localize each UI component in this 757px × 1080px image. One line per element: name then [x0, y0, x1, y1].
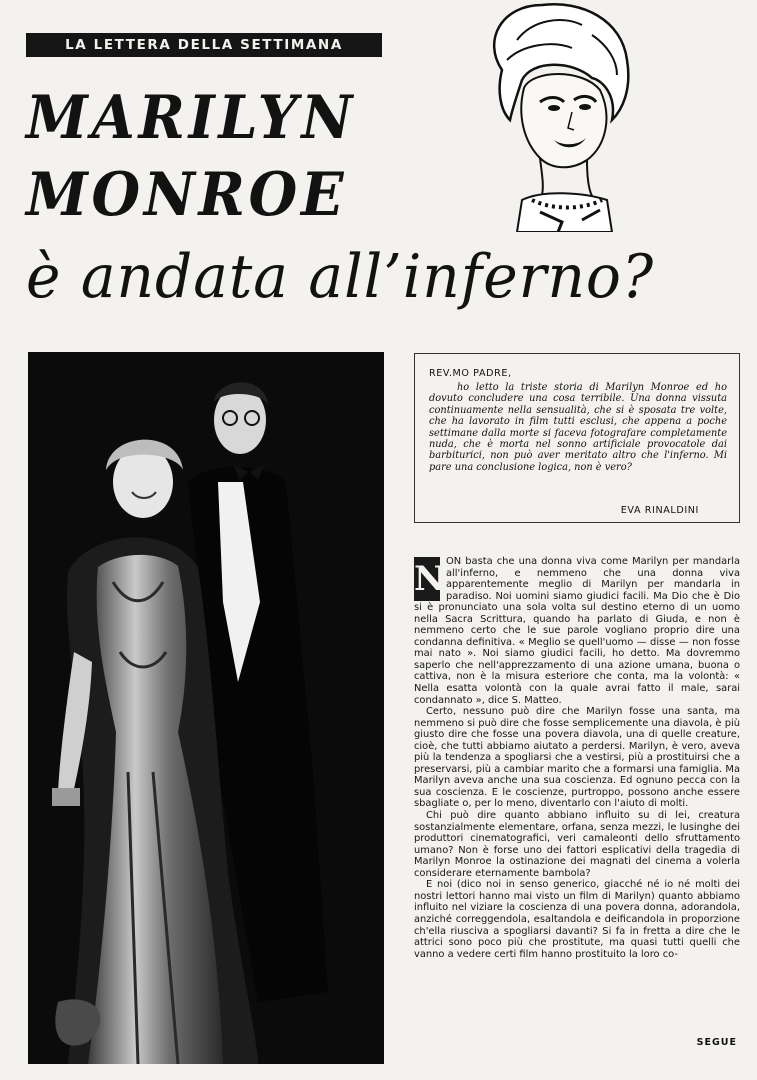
drop-cap: N — [414, 559, 446, 599]
headline-line-1: MARILYN — [26, 83, 357, 153]
article-paragraph: Chi può dire quanto abbiano influito su di lei, creatura sostanzialmente elementare, orfana, senza mezzi, le lusinghe dei produttori cinematografici, veri camaleonti dello sfruttamento umano? Non è forse uno dei fattori esplicativi della tragedia di Marilyn Monroe la ostinazione dei magnati del cinema a volerla considerare eternamente bambola? — [414, 810, 740, 879]
article-paragraph-text: ON basta che una donna viva come Marilyn per mandarla all'inferno, e nemmeno che una donna viva apparentemente meglio di Marilyn per mandarla in paradiso. Noi uomini siamo giudici facili. Ma Dio che è Dio si è pronunciato una sola volta sul destino eterno di un uomo nella Sacra Scrittura, quando ha parlato di Giuda, e non è nemmeno certo che le sue parole vogliano proprio dire una condanna definitiva. « Meglio se quell'uomo — disse — non fosse mai nato ». Noi siamo giudici facili, ho detto. Ma dovremmo saperlo che nell'apprezzamento di una azione umana, buona o cattiva, non è la misura esteriore che conta, ma la volontà: « Nella esatta volontà con la quale avrai fatto il male, sarai condannato », dice S. Matteo. — [414, 556, 740, 706]
portrait-illustration — [462, 0, 642, 232]
headline-line-3: è andata all’inferno? — [26, 242, 655, 312]
letter-body: ho letto la triste storia di Marilyn Monroe ed ho dovuto concludere una cosa terribile. Una donna vissuta continuamente nella sensualità, che si è sposata tre volte, che ha lavorato in film tutti esclusi, che appena a poche settimane dalla morte si faceva fotografare completamente nuda, che è morta nel sonno artificiale provocatole dai barbiturici, non può aver meritato altro che l'inferno. Mi pare una conclusione logica, non è vero? — [429, 382, 727, 473]
event-photograph — [28, 352, 384, 1064]
article-paragraph: E noi (dico noi in senso generico, giacché né io né molti dei nostri lettori hanno mai visto un film di Marilyn) quanto abbiamo influito nel viziare la coscienza di una povera donna, adorandola, anziché correggendola, esaltandola e deificandola in proporzione ch'ella riusciva a spogliarsi davanti? Si fa in fretta a dire che le attrici sono poco più che prostitute, ma quasi tutti quelli che vanno a vedere certi film hanno prostituito la loro co- — [414, 879, 740, 960]
article-paragraph: Certo, nessuno può dire che Marilyn fosse una santa, ma nemmeno si può dire che fosse semplicemente una diavola, è più giusto dire che fosse una povera diavola, una di quelle creature, cioè, che tutti abbiamo aiutato a perdersi. Marilyn, è vero, aveva più la tendenza a spogliarsi che a vestirsi, più a prostituirsi che a preservarsi, più a cambiar marito che a formarsi una famiglia. Ma Marilyn aveva anche una sua coscienza. Ed ognuno pecca con la sua coscienza. E le coscienze, purtroppo, possono anche essere sbagliate o, per lo meno, diventarlo con l'aiuto di molti. — [414, 706, 740, 810]
reader-letter-box — [414, 353, 740, 523]
letter-signature: EVA RINALDINI — [620, 505, 699, 516]
continued-marker: SEGUE — [696, 1037, 737, 1048]
letter-salutation: REV.MO PADRE, — [429, 368, 512, 379]
reply-article — [414, 556, 740, 960]
section-kicker: LA LETTERA DELLA SETTIMANA — [26, 33, 382, 57]
article-paragraph — [414, 556, 740, 706]
headline-line-2: MONROE — [26, 160, 348, 230]
